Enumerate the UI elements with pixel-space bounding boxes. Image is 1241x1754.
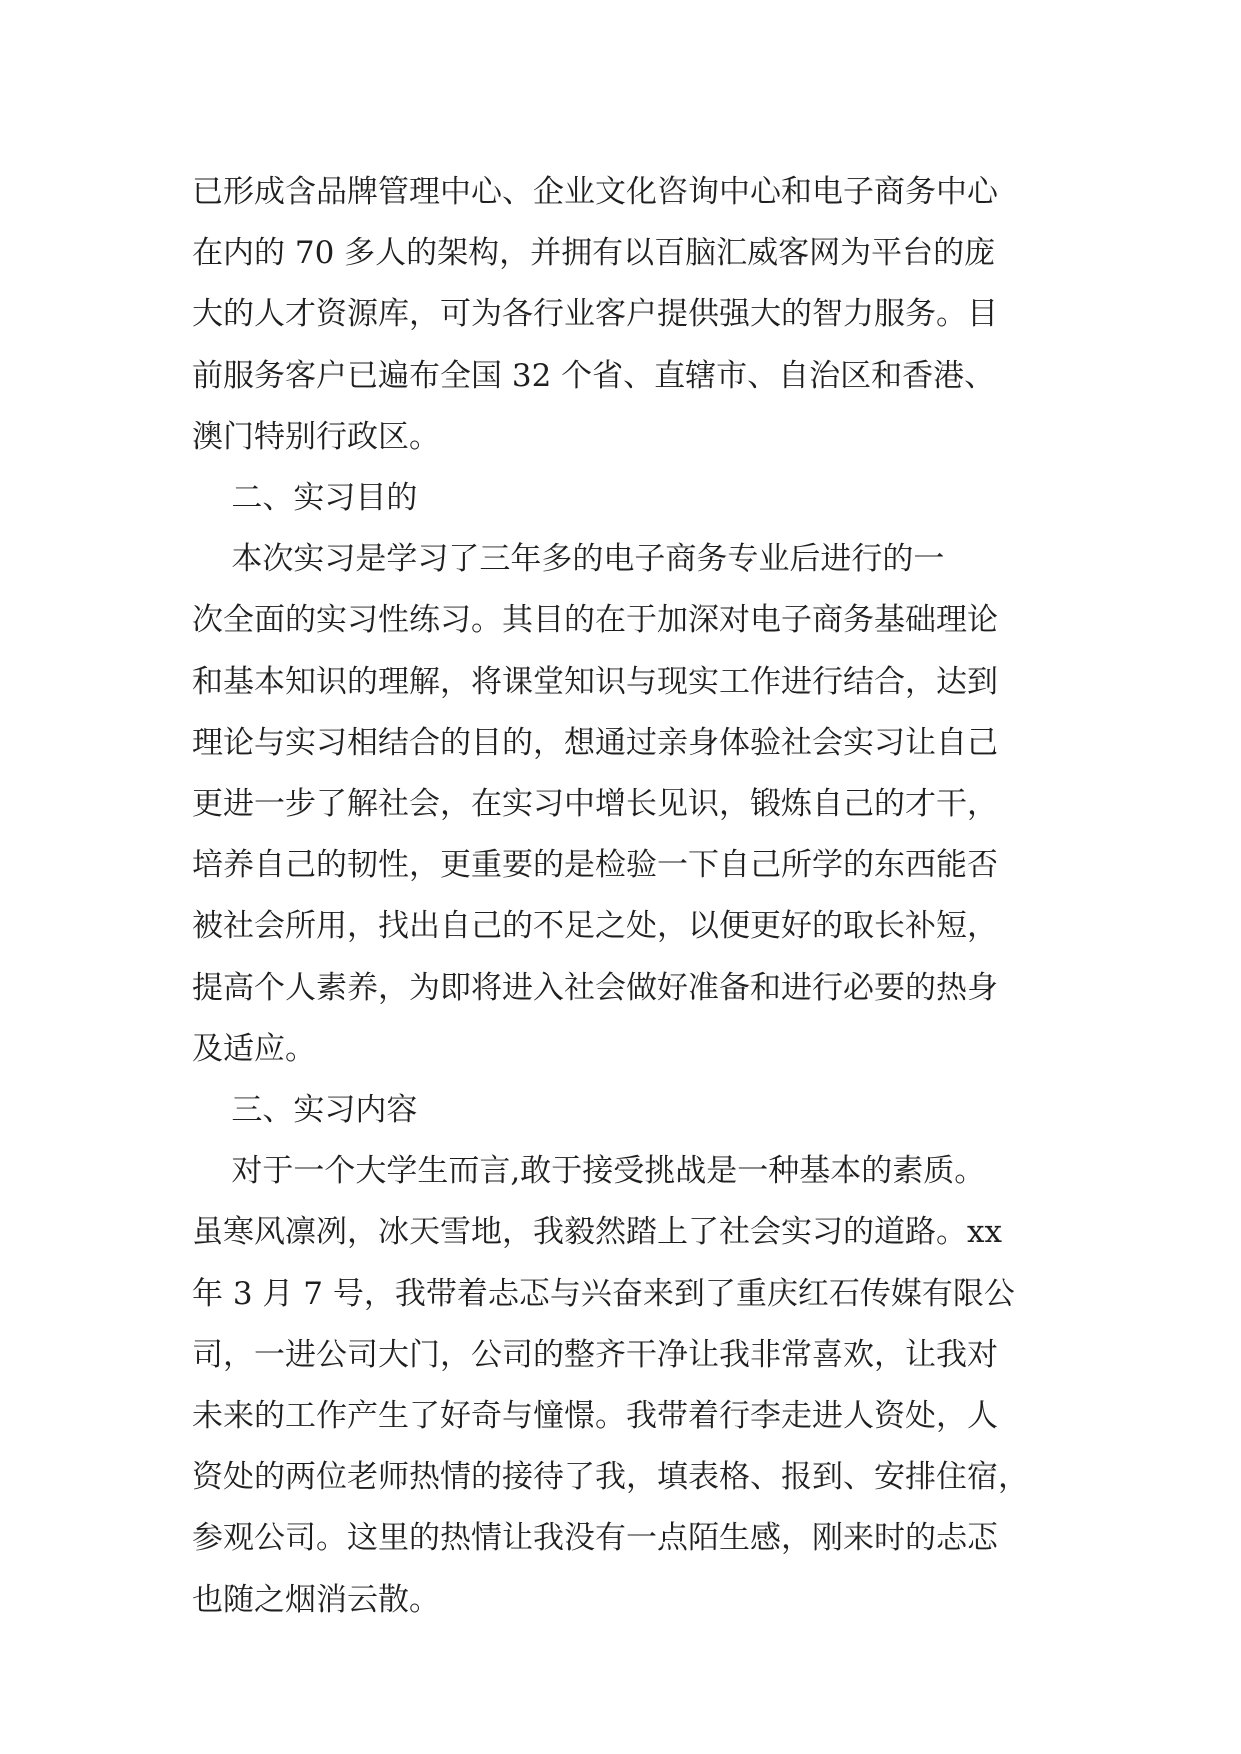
text-line: 理论与实习相结合的目的，想通过亲身体验社会实习让自己 bbox=[192, 724, 998, 761]
text-line: 也随之烟消云散。 bbox=[192, 1581, 440, 1618]
text-line: 本次实习是学习了三年多的电子商务专业后进行的一 bbox=[192, 541, 945, 578]
text-line: 对于一个大学生而言,敢于接受挑战是一种基本的素质。 bbox=[192, 1153, 986, 1190]
text-line: 资处的两位老师热情的接待了我，填表格、报到、安排住宿， bbox=[192, 1459, 1029, 1496]
text-line: 未来的工作产生了好奇与憧憬。我带着行李走进人资处，人 bbox=[192, 1398, 998, 1435]
text-line: 虽寒风凛冽，冰天雪地，我毅然踏上了社会实习的道路。xx bbox=[192, 1214, 1002, 1251]
text-line: 司，一进公司大门，公司的整齐干净让我非常喜欢，让我对 bbox=[192, 1336, 998, 1373]
text-line: 更进一步了解社会，在实习中增长见识，锻炼自己的才干， bbox=[192, 786, 998, 823]
text-line: 提高个人素养，为即将进入社会做好准备和进行必要的热身 bbox=[192, 969, 998, 1006]
text-line: 培养自己的韧性，更重要的是检验一下自己所学的东西能否 bbox=[192, 847, 998, 884]
document-body bbox=[192, 162, 1052, 1631]
text-line: 次全面的实习性练习。其目的在于加深对电子商务基础理论 bbox=[192, 602, 998, 639]
text-line: 被社会所用，找出自己的不足之处，以便更好的取长补短， bbox=[192, 908, 998, 945]
text-line: 参观公司。这里的热情让我没有一点陌生感，刚来时的忐忑 bbox=[192, 1520, 998, 1557]
text-line: 前服务客户已遍布全国 32 个省、直辖市、自治区和香港、 bbox=[192, 357, 996, 394]
text-line: 已形成含品牌管理中心、企业文化咨询中心和电子商务中心 bbox=[192, 174, 998, 210]
text-line: 和基本知识的理解，将课堂知识与现实工作进行结合，达到 bbox=[192, 663, 998, 700]
section-heading: 三、实习内容 bbox=[192, 1092, 418, 1129]
text-line: 大的人才资源库，可为各行业客户提供强大的智力服务。目 bbox=[192, 296, 998, 333]
text-line: 澳门特别行政区。 bbox=[192, 418, 440, 455]
section-heading: 二、实习目的 bbox=[192, 480, 418, 517]
text-line: 及适应。 bbox=[192, 1030, 316, 1067]
text-line: 年 3 月 7 号，我带着忐忑与兴奋来到了重庆红石传媒有限公 bbox=[192, 1275, 1015, 1312]
text-line: 在内的 70 多人的架构，并拥有以百脑汇威客网为平台的庞 bbox=[192, 235, 996, 272]
